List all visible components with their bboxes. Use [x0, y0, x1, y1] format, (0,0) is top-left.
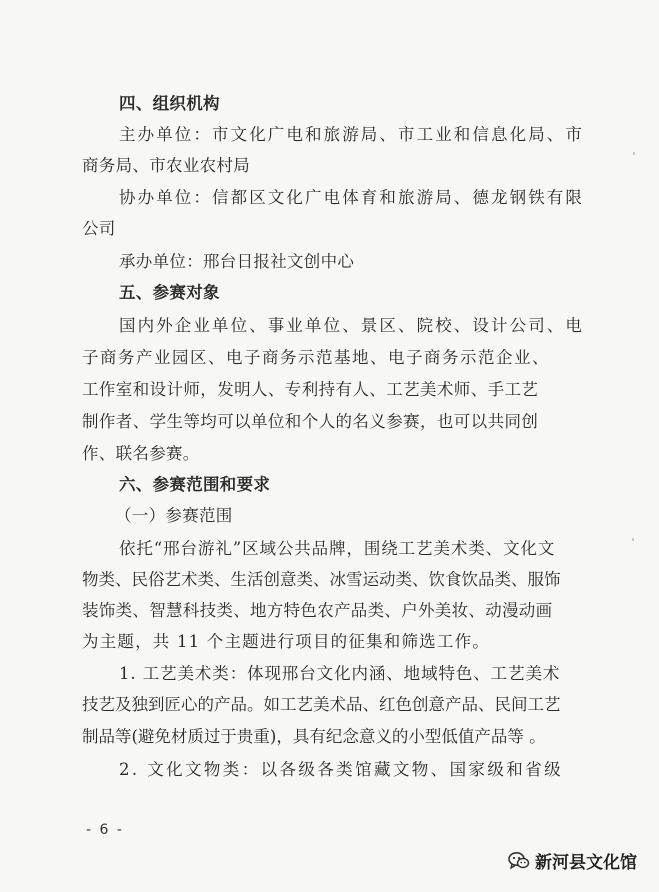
participants-line-5: 作、联名参赛。 — [82, 444, 200, 463]
craft-line-2: 技艺及独到匠心的产品。如工艺美术品、红色创意产品、民间工艺 — [82, 695, 561, 714]
craft-line-3: 制品等(避免材质过于贵重)，具有纪念意义的小型低值产品等 。 — [82, 727, 546, 746]
subheading-scope: （一）参赛范围 — [115, 506, 233, 525]
participants-line-3: 工作室和设计师，发明人、专利持有人、工艺美术师、手工艺 — [82, 380, 539, 399]
page-number: - 6 - — [86, 822, 124, 838]
scan-speck — [632, 538, 634, 541]
wechat-watermark — [508, 848, 637, 873]
co-organizer-line-2: 公司 — [82, 219, 116, 238]
heading-scope-requirements: 六、参赛范围和要求 — [119, 475, 271, 494]
cultural-relics-line-1: 2. 文化文物类：以各级各类馆藏文物、国家级和省级 — [119, 760, 563, 779]
participants-line-4: 制作者、学生等均可以单位和个人的名义参赛，也可以共同创 — [82, 412, 539, 431]
scope-line-4: 为主题，共 11 个主题进行项目的征集和筛选工作。 — [82, 632, 490, 651]
host-units-line-2: 商务局、市农业农村局 — [82, 156, 250, 175]
host-units-line-1: 主办单位：市文化广电和旅游局、市工业和信息化局、市 — [119, 125, 584, 144]
scope-line-1: 依托“邢台游礼”区域公共品牌，围绕工艺美术类、文化文 — [119, 539, 556, 558]
craft-line-1: 1. 工艺美术类：体现邢台文化内涵、地域特色、工艺美术 — [119, 664, 561, 683]
heading-participants: 五、参赛对象 — [119, 283, 220, 302]
participants-line-1: 国内外企业单位、事业单位、景区、院校、设计公司、电 — [119, 316, 584, 335]
watermark-label: 新河县文化馆 — [535, 853, 637, 873]
scan-speck — [633, 152, 635, 155]
undertaking-unit: 承办单位：邢台日报社文创中心 — [119, 252, 355, 271]
wechat-icon — [508, 851, 530, 871]
co-organizer-line-1: 协办单位：信都区文化广电体育和旅游局、德龙钢铁有限 — [119, 188, 584, 207]
heading-organization: 四、组织机构 — [119, 94, 220, 113]
scope-line-2: 物类、民俗艺术类、生活创意类、冰雪运动类、饮食饮品类、服饰 — [82, 570, 561, 589]
participants-line-2: 子商务产业园区、电子商务示范基地、电子商务示范企业、 — [82, 348, 550, 367]
scope-line-3: 装饰类、智慧科技类、地方特色农产品类、户外美妆、动漫动画 — [82, 601, 553, 620]
